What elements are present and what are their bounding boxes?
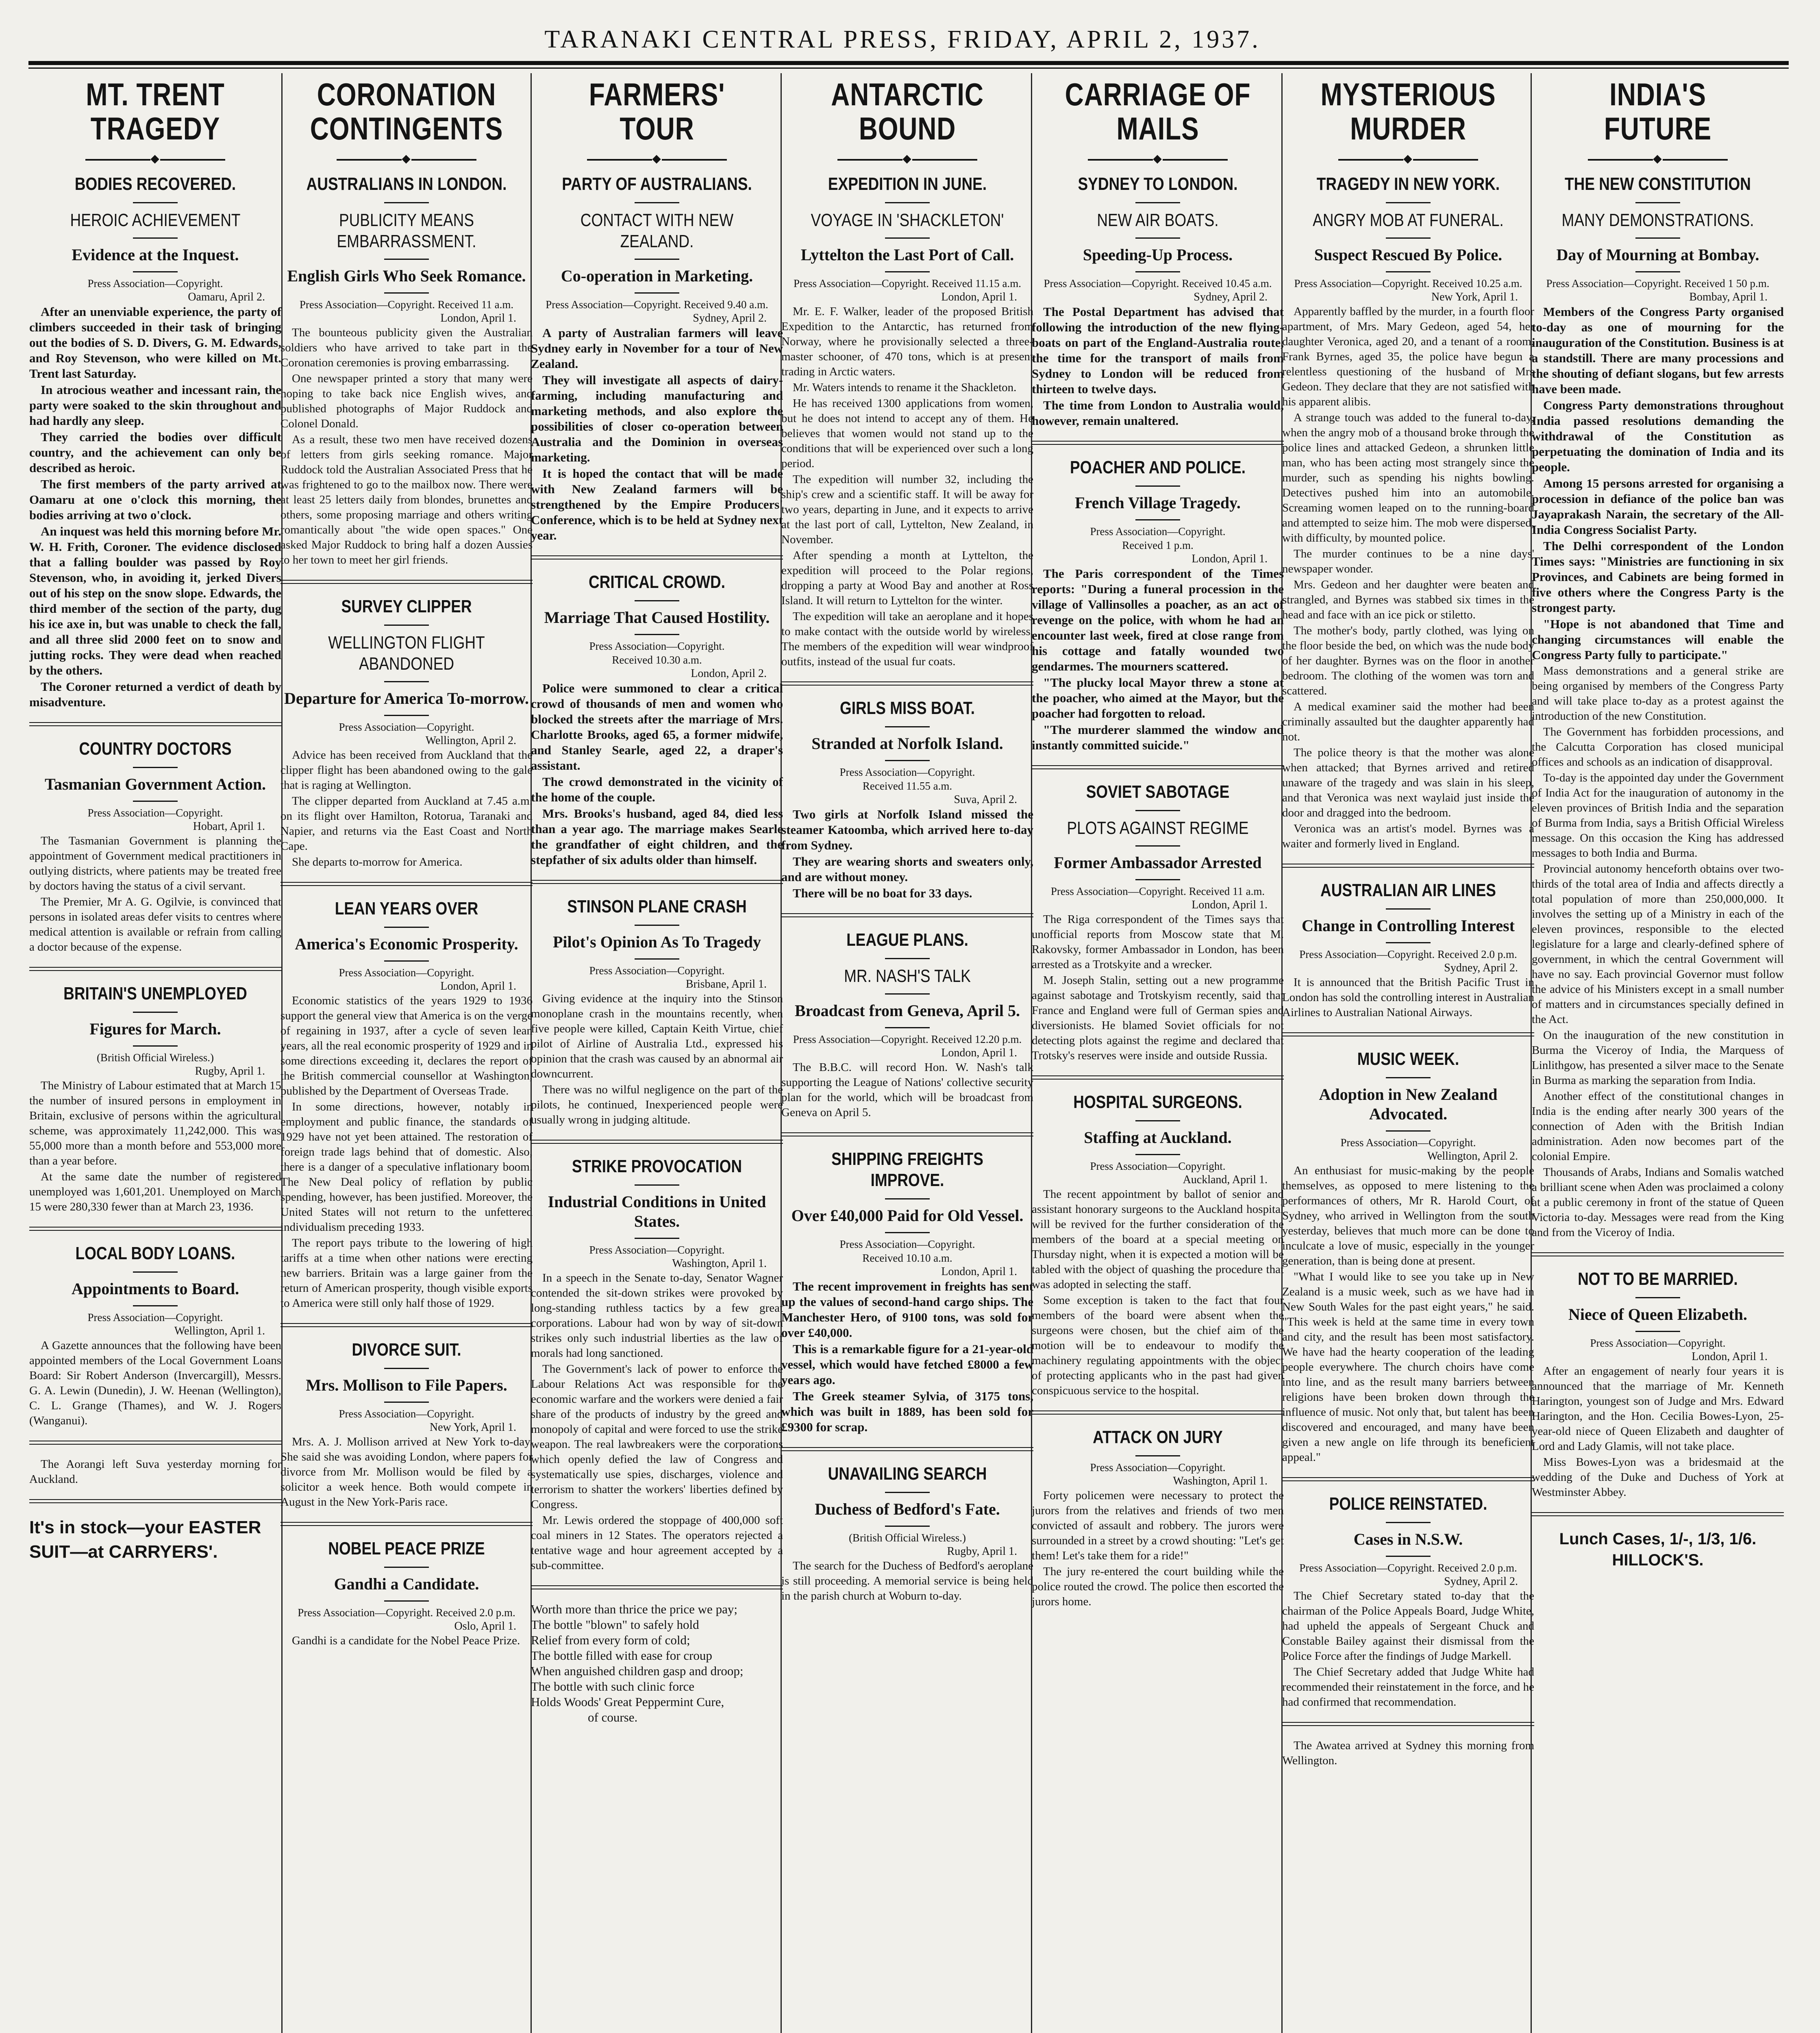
article-body: An enthusiast for music-making by the people themselves, as opposed to mere listening to the performances of others, Mr R. Harold Court, of Sydney, who arrived in Wellington from the south yesterday, believes that much more can be done to inculcate a love of music, especially in the younger generation, than is being done at present. "What I would like to see you take up in New Zealand is a music week, such as we have had in New South Wales for the past eight years," he said. "This week is held at the same time in every town and city, and the result has been most satisfactory. We have had the hearty cooperation of the leading people everywhere. The church choirs have come into line, and as the result many barriers between religions have been broken down through the influence of music. Not only that, but talent has been discovered and encouraged, and many have been given a new angle on life through its beneficient appeal." bbox=[1282, 1164, 1534, 1464]
subhead: Former Ambassador Arrested bbox=[1054, 853, 1262, 872]
headline-shipping-freights: SHIPPING FREIGHTS IMPROVE. bbox=[831, 1149, 983, 1190]
subhead: WELLINGTON FLIGHT ABANDONED bbox=[328, 633, 485, 674]
credit-line: Press Association—Copyright. bbox=[589, 964, 725, 977]
subhead: PLOTS AGAINST REGIME bbox=[1067, 818, 1249, 838]
subhead: Duchess of Bedford's Fate. bbox=[815, 1500, 1000, 1518]
headline-mysterious-murder: MYSTERIOUS MURDER bbox=[1320, 76, 1496, 146]
headline-australian-air-lines: AUSTRALIAN AIR LINES bbox=[1320, 880, 1496, 900]
dateline: London, April 1. bbox=[941, 1047, 1017, 1059]
credit-line: Press Association—Copyright. Received 2.0 p.m. bbox=[1299, 948, 1517, 960]
subhead: Departure for America To-morrow. bbox=[284, 689, 529, 707]
column-farmers-tour: FARMERS' TOUR ◆ PARTY OF AUSTRALIANS. CONTACT WITH NEW ZEALAND. Co-operation in Marketing. Press Association—Copyright. Received 9.40 a.m. Sydney, April 2. A party of Australian farmers will leave Sydney early in November for a tour of New Zealand. They will investigate all aspects of dairy-farming, including manufacturing and marketing methods, and also explore the possibilities of closer co-operation between Australia and the Dominion in overseas marketing. It is hoped the contact that will be made with New Zealand farmers will be strengthened by the Empire Producers' Conference, which is to be held at Sydney next year. CRITICAL CROWD. Marriage That Caused Hostility. Press Association—Copyright. Received 10.30 a.m. London, April 2. Police were summoned to clear a critical crowd of thousands of men and women who blocked the streets after the marriage of Mrs. Charlotte Brooks, aged 65, a former midwife, and Stanley Searle, aged 22, a draper's assistant. The crowd demonstrated in the vicinity of the home of the couple. Mrs. Brooks's husband, aged 84, died less than a year ago. The marriage makes Searle the grandfather of eight children, and the stepfather of six adults older than himself. STINSON PLANE CRASH Pilot's Opinion As To Tragedy Press Association—Copyright. Brisbane, April 1. Giving evidence at the inquiry into the Stinson monoplane crash in the mountains recently, when five people were killed, Captain Keith Virtue, chief pilot of Airline of Australia Ltd., expressed his opinion that the crash was caused by an abnormal air downcurrent. There was no wilful negligence on the part of the pilots, he continued, Inexperienced people were usually wrong in judging altitude. STRIKE PROVOCATION Industrial Conditions in United States. Press Association—Copyright. Washington, April 1. In a speech in the Senate to-day, Senator Wagner contended the sit-down strikes were provoked by long-standing ruthless tactics by a few great corporations. Labour had won by way of sit-down strikes only such industrial liberties as the law of morals had long sanctioned. The Government's lack of power to enforce the Labour Relations Act was responsible for the economic warfare and the workers were denied a fair share of the products of industry by the greed and monopoly of capital and were forced to use the strike weapon. The real lawbreakers were the corporations which openly defied the law of Congress and systematically use spies, discharges, violence and terrorism to shatter the workers' liberties defined by Congress. Mr. Lewis ordered the stoppage of 400,000 soft coal miners in 12 States. The operators rejected a tentative wage and hour agreement accepted by a sub-committee. Worth more than thrice the price we pay; The bottle "blown" to safely hold Relief from every form of cold; The bottle filled with ease for croup When anguished children gasp and droop; The bottle with such clinic force Holds Woods' Great Peppermint Cure, of course. bbox=[531, 76, 783, 1724]
column-mt-trent bbox=[29, 73, 281, 2033]
credit-line: Press Association—Copyright. bbox=[339, 721, 474, 733]
credit-line: Press Association—Copyright. Received 11 a.m. bbox=[299, 298, 514, 311]
dateline: Wellington, April 2. bbox=[1427, 1150, 1518, 1162]
article-body: The Chief Secretary stated to-day that the chairman of the Police Appeals Board, Judge White, had upheld the appeals of Sergeant Chuck and Constable Bailey against their dismissal from the Police Force after the findings of Judge Markell. The Chief Secretary added that Judge White had recommended their reinstatement in the force, and he had confirmed that recommendation. bbox=[1282, 1589, 1534, 1709]
credit-line: Received 10.30 a.m. bbox=[612, 654, 702, 666]
subhead: Broadcast from Geneva, April 5. bbox=[794, 1001, 1020, 1020]
article-body: The search for the Duchess of Bedford's aeroplane is still proceeding. A memorial service is being held in the parish church at Woburn to-day. bbox=[781, 1559, 1033, 1602]
subhead: Stranded at Norfolk Island. bbox=[811, 734, 1003, 753]
subhead: Mrs. Mollison to File Papers. bbox=[306, 1376, 507, 1394]
credit-line: Press Association—Copyright. bbox=[1590, 1337, 1726, 1349]
article-body: A Gazette announces that the following have been appointed members of the Local Government Loans Board: Sir Robert Anderson (Invercargill), Messrs. G. A. Lewin (Dunedin), J. W. Heenan (Wellington), C. L. Grange (Thames), and W. J. Rogers (Wanganui). bbox=[29, 1339, 281, 1427]
credit-line: Press Association—Copyright. bbox=[839, 766, 975, 778]
headline-unemployed: BRITAIN'S UNEMPLOYED bbox=[63, 984, 247, 1003]
headline-local-loans: LOCAL BODY LOANS. bbox=[75, 1243, 235, 1263]
article-body: The bounteous publicity given the Australian soldiers who have arrived to take part in the Coronation ceremonies is proving embarrassing. One newspaper printed a story that many were hoping to take back nice English wives, and published photographs of Major Ruddock and Colonel Donald. As a result, these two men have received dozens of letters from girls seeking romance. Major Ruddock told the Australian Associated Press that he was frightened to go to the mailbox now. There were at least 25 letters daily from blondes, brunettes and others, some proposing marriage and others writing romantically about "the wide open spaces." One asked Major Ruddock to bring half a dozen Aussies to her town to meet her girl friends. bbox=[281, 326, 533, 566]
subhead: TRAGEDY IN NEW YORK. bbox=[1316, 174, 1500, 194]
article-body: The recent improvement in freights has sent up the values of second-hand cargo ships. The Manchester Hero, of 9100 tons, was sold for over £40,000. This is a remarkable figure for a 21-year-old vessel, which would have fetched £8000 a few years ago. The Greek steamer Sylvia, of 3175 tons, which was built in 1889, has been sold for £9300 for scrap. bbox=[781, 1279, 1033, 1434]
credit-line: Press Association—Copyright. bbox=[589, 640, 725, 652]
credit-line: Press Association—Copyright. bbox=[1340, 1136, 1476, 1149]
dateline: London, April 1. bbox=[941, 1265, 1017, 1278]
credit-line: Press Association—Copyright. bbox=[339, 1408, 474, 1420]
credit-line: (British Official Wireless.) bbox=[848, 1532, 966, 1544]
dateline: Sydney, April 2. bbox=[1194, 291, 1268, 303]
dateline: London, April 1. bbox=[1192, 899, 1268, 911]
article-body: Mrs. A. J. Mollison arrived at New York to-day. She said she was avoiding London, where papers for divorce from Mr. Mollison would be filed by a solicitor a week hence. Both would compete in August in the New York-Paris race. bbox=[281, 1435, 533, 1508]
subhead: Industrial Conditions in United States. bbox=[548, 1193, 766, 1230]
subhead: Speeding-Up Process. bbox=[1083, 246, 1233, 264]
masthead-rule bbox=[28, 61, 1789, 65]
headline-unavailing-search: UNAVAILING SEARCH bbox=[828, 1464, 987, 1484]
dateline: Oamaru, April 2. bbox=[188, 291, 265, 303]
article-body: After an unenviable experience, the party of climbers succeeded in their task of bringing out the bodies of S. D. Divers, G. M. Edwards, and Roy Stevenson, who were killed on Mt. Trent last Saturday. In atrocious weather and incessant rain, the party were soaked to the skin throughout and had hardly any sleep. They carried the bodies over difficult country, and the achievement can only be described as heroic. The first members of the party arrived at Oamaru at one o'clock this morning, the bodies arriving at two o'clock. An inquest was held this morning before Mr. W. H. Frith, Coroner. The evidence disclosed that a falling boulder was passed by Roy Stevenson, who, in avoiding it, jerked Divers out of his step on the snow slope. Edwards, the third member of the section of the party, dug his ice axe in, but was unable to check the fall, and all three slid 2000 feet on to snow and jutting rocks. They were dead when reached by the others. The Coroner returned a verdict of death by misadventure. bbox=[29, 305, 281, 709]
headline-girls-miss-boat: GIRLS MISS BOAT. bbox=[840, 698, 975, 718]
credit-line: Received 11.55 a.m. bbox=[862, 780, 952, 792]
subhead: Over £40,000 Paid for Old Vessel. bbox=[791, 1206, 1024, 1225]
subhead: THE NEW CONSTITUTION bbox=[1565, 174, 1751, 194]
subhead: MR. NASH'S TALK bbox=[844, 966, 971, 986]
subhead: Gandhi a Candidate. bbox=[334, 1575, 479, 1593]
article-body: The Awatea arrived at Sydney this morning from Wellington. bbox=[1282, 1739, 1534, 1767]
subhead: VOYAGE IN 'SHACKLETON' bbox=[811, 210, 1004, 230]
article-body: Gandhi is a candidate for the Nobel Peace Prize. bbox=[292, 1634, 520, 1647]
headline-critical-crowd: CRITICAL CROWD. bbox=[588, 572, 726, 592]
article-body: The recent appointment by ballot of senior and assistant honorary surgeons to the Auckland hospital will be revived for the further consideration of the members of the board at a special meeting on Thursday night, when it is expected a motion will be tabled with the object of quashing the procedure that was adopted in selecting the staff. Some exception is taken to the fact that four members of the board were absent when the surgeons were chosen, but the chief aim of the motion will be to endeavour to modify the machinery regulating appointments with the object of protecting applicants who in the past had given conspicuous service to the hospital. bbox=[1032, 1188, 1284, 1397]
subhead: America's Economic Prosperity. bbox=[295, 935, 518, 953]
credit-line: Press Association—Copyright. bbox=[1090, 525, 1226, 538]
headline-league-plans: LEAGUE PLANS. bbox=[846, 930, 968, 950]
dateline: Bombay, April 1. bbox=[1689, 291, 1768, 303]
column-carriage-of-mails: CARRIAGE OF MAILS ◆ SYDNEY TO LONDON. NEW AIR BOATS. Speeding-Up Process. Press Association—Copyright. Received 10.45 a.m. Sydney, April 2. The Postal Department has advised that following the introduction of the new flying-boats on part of the England-Australia route, the time for the transport of mails from Sydney to London will be reduced from thirteen to twelve days. The time from London to Australia would, however, remain unaltered. POACHER AND POLICE. French Village Tragedy. Press Association—Copyright. Received 1 p.m. London, April 1. The Paris correspondent of the Times reports: "During a funeral procession in the village of Vallinsolles a poacher, as an act of revenge on the police, with whom he had an encounter last week, fired at close range from his cottage and fatally wounded two gendarmes. The mourners scattered. "The plucky local Mayor threw a stone at the poacher, who aimed at the Mayor, but the poacher had forgotten to reload. "The murderer slammed the window and instantly committed suicide." SOVIET SABOTAGE PLOTS AGAINST REGIME Former Ambassador Arrested Press Association—Copyright. Received 11 a.m. London, April 1. The Riga correspondent of the Times says that unofficial reports from Moscow state that M. Rakovsky, former Ambassador in London, has been arrested as a Trotskyite and a wrecker. M. Joseph Stalin, setting out a new programme against sabotage and Trotskyism recently, said that France and England were full of German spies and diversionists. He blamed Soviet officials for not detecting plots against the regime and declared that Trotsky's reserves were inside and outside Russia. HOSPITAL SURGEONS. Staffing at Auckland. Press Association—Copyright. Auckland, April 1. The recent appointment by ballot of senior and assistant honorary surgeons to the Auckland hospital will be revived for the further consideration of the members of the board at a special meeting on Thursday night, when it is expected a motion will be tabled with the object of quashing the procedure that was adopted in selecting the staff. Some exception is taken to the fact that four members of the board were absent when the surgeons were chosen, but the chief aim of the motion will be to endeavour to modify the machinery regulating appointments with the object of protecting applicants who in the past had given conspicuous service to the hospital. ATTACK ON JURY Press Association—Copyright. Washington, April 1. Forty policemen were necessary to protect the jurors from the relatives and friends of two men convicted of assault and robbery. The jurors were surrounded in a street by a crowd shouting: "Let's get them! Let's take them for a ride!" The jury re-entered the court building while the police routed the crowd. The police then escorted the jurors home. bbox=[1032, 73, 1284, 2033]
masthead-rule-thin bbox=[28, 67, 1789, 69]
subhead: English Girls Who Seek Romance. bbox=[287, 267, 526, 285]
article-body: Two girls at Norfolk Island missed the steamer Katoomba, which arrived here to-day from Sydney. They are wearing shorts and sweaters only, and are without money. There will be no boat for 33 days. bbox=[781, 807, 1033, 900]
subhead: Suspect Rescued By Police. bbox=[1314, 246, 1503, 264]
credit-line: Press Association—Copyright. Received 10.25 a.m. bbox=[1294, 277, 1522, 289]
subhead: Appointments to Board. bbox=[71, 1280, 239, 1298]
credit-line: Press Association—Copyright. Received 2.0 p.m. bbox=[1299, 1562, 1517, 1574]
dateline: Sydney, April 2. bbox=[1444, 1575, 1518, 1588]
article-body: Mass demonstrations and a general strike are being organised by members of the Congress Party and will take place to-day as a protest against the introduction of the new Constitution. The Government has forbidden processions, and the Calcutta Corporation has closed municipal offices and schools as an indication of disapproval. To-day is the appointed day under the Government of India Act for the inauguration of autonomy in the eleven provinces of British India and the separation of Burma from India, says a British Official Wireless message. On this occasion the King has addressed messages to both India and Burma. Provincial autonomy henceforth obtains over two-thirds of the total area of India and affects directly a total population of more than 250,000,000. It involves the setting up of a Ministry in each of the eleven provinces, responsible to the elected legislature for a large and clearly-defined sphere of government, in which the central Government will have no say. Each provincial Governor must follow the advice of his Ministers except in a small number of matters and in circumstances specially defined in the Act. On the inauguration of the new constitution in Burma the Viceroy of India, the Marquess of Linlithgow, has presented a silver mace to the Senate in Burma as marking the separation from India. Another effect of the constitutional changes in India is the ending after nearly 300 years of the connection of Aden with the British Indian administration. Aden now becomes part of the colonial Empire. Thousands of Arabs, Indians and Somalis watched a brilliant scene when Aden was proclaimed a colony at a public ceremony in front of the statue of Queen Victoria to-day. Messages were read from the King and from the Viceroy of India. bbox=[1532, 664, 1784, 1239]
article-body: The Postal Department has advised that following the introduction of the new flying-boats on part of the England-Australia route, the time for the transport of mails from Sydney to London will be reduced from thirteen to twelve days. The time from London to Australia would, however, remain unaltered. bbox=[1032, 305, 1284, 428]
column-antarctic: ANTARCTIC BOUND ◆ EXPEDITION IN JUNE. VOYAGE IN 'SHACKLETON' Lyttelton the Last Port of Call. Press Association—Copyright. Received 11.15 a.m. London, April 1. Mr. E. F. Walker, leader of the proposed British Expedition to the Antarctic, has returned from Norway, where he provisionally selected a three-master schooner, of 470 tons, which is at present trading in Arctic waters. Mr. Waters intends to rename it the Shackleton. He has received 1300 applications from women, but he does not intend to accept any of them. He believes that women would not stand up to the conditions that will be experienced over such a long period. The expedition will number 32, including the ship's crew and a scientific staff. It will be away for two years, departing in June, and it expects to arrive at the last port of call, Lyttelton, New Zealand, in November. After spending a month at Lyttelton, the expedition will proceed to the Polar regions, dropping a party at Wood Bay and another at Ross Island. It will return to Lyttelton for the winter. The expedition will take an aeroplane and it hopes to make contact with the outside world by wireless. The members of the expedition will wear windproof outfits, instead of the usual fur coats. GIRLS MISS BOAT. Stranded at Norfolk Island. Press Association—Copyright. Received 11.55 a.m. Suva, April 2. Two girls at Norfolk Island missed the steamer Katoomba, which arrived here to-day from Sydney. They are wearing shorts and sweaters only, and are without money. There will be no boat for 33 days. LEAGUE PLANS. MR. NASH'S TALK Broadcast from Geneva, April 5. Press Association—Copyright. Received 12.20 p.m. London, April 1. The B.B.C. will record Hon. W. Nash's talk supporting the League of Nations' collective security plan for the world, which will be broadcast from Geneva on April 5. SHIPPING FREIGHTS IMPROVE. Over £40,000 Paid for Old Vessel. Press Association—Copyright. Received 10.10 a.m. London, April 1. The recent improvement in freights has sent up the values of second-hand cargo ships. The Manchester Hero, of 9100 tons, was sold for over £40,000. This is a remarkable figure for a 21-year-old vessel, which would have fetched £8000 a few years ago. The Greek steamer Sylvia, of 3175 tons, which was built in 1889, has been sold for £9300 for scrap. UNAVAILING SEARCH Duchess of Bedford's Fate. (British Official Wireless.) Rugby, April 1. The search for the Duchess of Bedford's aeroplane is still proceeding. A memorial service is being held in the parish church at Woburn to-day. bbox=[781, 73, 1033, 2033]
dateline: New York, April 1. bbox=[1431, 291, 1518, 303]
credit-line: Press Association—Copyright. bbox=[1090, 1160, 1226, 1172]
subhead: HEROIC ACHIEVEMENT bbox=[70, 210, 241, 230]
credit-line: Press Association—Copyright. bbox=[87, 1311, 223, 1323]
credit-line: Press Association—Copyright. bbox=[87, 807, 223, 819]
headline-music-week: MUSIC WEEK. bbox=[1357, 1049, 1459, 1069]
advert-hillocks: Lunch Cases, 1/-, 1/3, 1/6. HILLOCK'S. bbox=[1559, 1530, 1757, 1569]
dateline: London, April 2. bbox=[691, 667, 767, 680]
credit-line: Press Association—Copyright. Received 12.20 p.m. bbox=[793, 1033, 1022, 1045]
dateline: Rugby, April 1. bbox=[195, 1065, 265, 1077]
dateline: Sydney, April 2. bbox=[693, 312, 767, 324]
credit-line: Received 10.10 a.m. bbox=[862, 1252, 952, 1264]
credit-line: Press Association—Copyright. bbox=[339, 966, 474, 979]
dateline: Wellington, April 2. bbox=[425, 734, 516, 747]
dateline: Hobart, April 1. bbox=[193, 820, 265, 833]
headline-survey-clipper: SURVEY CLIPPER bbox=[341, 596, 472, 616]
masthead: TARANAKI CENTRAL PRESS, FRIDAY, APRIL 2, 1937. bbox=[544, 26, 1261, 53]
credit-line: Press Association—Copyright. Received 9.40 a.m. bbox=[546, 298, 768, 311]
column-mysterious-murder: MYSTERIOUS MURDER ◆ TRAGEDY IN NEW YORK. ANGRY MOB AT FUNERAL. Suspect Rescued By Police. Press Association—Copyright. Received 10.25 a.m. New York, April 1. Apparently baffled by the murder, in a fourth floor apartment, of Mrs. Mary Gedeon, aged 54, her daughter Veronica, aged 20, and a tenant of a room, Frank Byrnes, aged 35, the police have begun a relentless questioning of the husband of Mrs Gedeon. They declare that they are not satisfied with his apparent alibis. A strange touch was added to the funeral to-day, when the angry mob of a thousand broke through the police lines and attacked Gedeon, a shrunken little man, who has been acting most strangely since the murder, such as spending his nights bowling. Detectives pushed him into an automobile. Screaming women leaped on to the running-board and attempted to seize him. The mob were dispersed, with difficulty, by mounted police. The murder continues to be a nine days' newspaper wonder. Mrs. Gedeon and her daughter were beaten and strangled, and Byrnes was stabbed six times in the head and face with an ice pick or stiletto. The mother's body, partly clothed, was lying on the floor beside the bed, on which was the nude body of her daughter. Byrnes was on the floor in another bedroom. The clothing of the women was torn and scattered. A medical examiner said the mother had been criminally assaulted but the daughter apparently had not. The police theory is that the mother was alone when attacked; that Byrnes arrived and retired unaware of the tragedy and was slain in his sleep, and that Veronica was next waylaid just inside the door and dragged into the bedroom. Veronica was an artist's model. Byrnes was a waiter and formerly lived in England. AUSTRALIAN AIR LINES Change in Controlling Interest Press Association—Copyright. Received 2.0 p.m. Sydney, April 2. It is announced that the British Pacific Trust in London has sold the controlling interest in Australian Airlines to Australian National Airways. MUSIC WEEK. Adoption in New Zealand Advocated. Press Association—Copyright. Wellington, April 2. An enthusiast for music-making by the people themselves, as opposed to mere listening to the performances of others, Mr R. Harold Court, of Sydney, who arrived in Wellington from the south yesterday, believes that much more can be done to inculcate a love of music, especially in the younger generation, than is being done at present. "What I would like to see you take up in New Zealand is a music week, such as we have had in New South Wales for the past eight years," he said. "This week is held at the same time in every town and city, and the result has been most satisfactory. We have had the hearty cooperation of the leading people everywhere. The church choirs have come into line, and as the result many barriers between religions have been broken down through the influence of music. Not only that, but talent has been discovered and encouraged, and many have been given a new angle on life through its beneficient appeal." POLICE REINSTATED. Cases in N.S.W. Press Association—Copyright. Received 2.0 p.m. Sydney, April 2. The Chief Secretary stated to-day that the chairman of the Police Appeals Board, Judge White, had upheld the appeals of Sergeant Chuck and Constable Bailey against their dismissal from the Police Force after the findings of Judge Markell. The Chief Secretary added that Judge White had recommended their reinstatement in the force, and he had confirmed that recommendation. The Awatea arrived at Sydney this morning from Wellington. bbox=[1282, 73, 1534, 2033]
article-body: Giving evidence at the inquiry into the Stinson monoplane crash in the mountains recently, when five people were killed, Captain Keith Virtue, chief pilot of Airline of Australia Ltd., expressed his opinion that the crash was caused by an abnormal air downcurrent. There was no wilful negligence on the part of the pilots, he continued, Inexperienced people were usually wrong in judging altitude. bbox=[531, 992, 783, 1126]
credit-line: Press Association—Copyright. bbox=[589, 1244, 725, 1256]
dateline: Wellington, April 1. bbox=[174, 1325, 265, 1337]
subhead: BODIES RECOVERED. bbox=[74, 174, 236, 194]
dateline: Suva, April 2. bbox=[954, 793, 1017, 806]
headline-poacher: POACHER AND POLICE. bbox=[1070, 457, 1246, 477]
subhead: Co-operation in Marketing. bbox=[561, 267, 753, 285]
subhead: Lyttelton the Last Port of Call. bbox=[800, 246, 1014, 264]
headline-carriage-of-mails: CARRIAGE OF MAILS bbox=[1065, 76, 1251, 146]
subhead: French Village Tragedy. bbox=[1075, 494, 1241, 512]
headline-hospital-surgeons: HOSPITAL SURGEONS. bbox=[1073, 1092, 1242, 1112]
dateline: Rugby, April 1. bbox=[947, 1545, 1017, 1558]
headline-country-doctors: COUNTRY DOCTORS bbox=[79, 739, 232, 759]
subhead: Pilot's Opinion As To Tragedy bbox=[552, 933, 761, 951]
subhead: Change in Controlling Interest bbox=[1301, 916, 1515, 935]
headline-attack-on-jury: ATTACK ON JURY bbox=[1093, 1427, 1223, 1447]
dateline: New York, April 1. bbox=[429, 1421, 516, 1434]
dateline: Oslo, April 1. bbox=[454, 1620, 516, 1632]
credit-line: (British Official Wireless.) bbox=[96, 1051, 214, 1064]
subhead: Marriage That Caused Hostility. bbox=[544, 608, 770, 627]
headline-strike-provocation: STRIKE PROVOCATION bbox=[572, 1156, 742, 1176]
article-body: The Riga correspondent of the Times says that unofficial reports from Moscow state that M. Rakovsky, former Ambassador in London, has been arrested as a Trotskyite and a wrecker. M. Joseph Stalin, setting out a new programme against sabotage and Trotskyism recently, said that France and England were full of German spies and diversionists. He blamed Soviet officials for not detecting plots against the regime and declared that Trotsky's reserves were inside and outside Russia. bbox=[1032, 913, 1284, 1062]
headline-coronation: CORONATION CONTINGENTS bbox=[310, 76, 503, 146]
dateline: Auckland, April 1. bbox=[1183, 1173, 1268, 1186]
column-coronation: CORONATION CONTINGENTS ◆ AUSTRALIANS IN LONDON. PUBLICITY MEANS EMBARRASSMENT. English Girls Who Seek Romance. Press Association—Copyright. Received 11 a.m. London, April 1. The bounteous publicity given the Australian soldiers who have arrived to take part in the Coronation ceremonies is proving embarrassing. One newspaper printed a story that many were hoping to take back nice English wives, and published photographs of Major Ruddock and Colonel Donald. As a result, these two men have received dozens of letters from girls seeking romance. Major Ruddock told the Australian Associated Press that he was frightened to go to the mailbox now. There were at least 25 letters daily from blondes, brunettes and others, some proposing marriage and others writing romantically about "the wide open spaces." One asked Major Ruddock to bring half a dozen Aussies to her town to meet her girl friends. SURVEY CLIPPER WELLINGTON FLIGHT ABANDONED Departure for America To-morrow. Press Association—Copyright. Wellington, April 2. Advice has been received from Auckland that the clipper flight has been abandoned owing to the gale that is raging at Wellington. The clipper departed from Auckland at 7.45 a.m. on its flight over Hamilton, Rotorua, Taranaki and Napier, and returns via the East Coast and North Cape. She departs to-morrow for America. LEAN YEARS OVER America's Economic Prosperity. Press Association—Copyright. London, April 1. Economic statistics of the years 1929 to 1936 support the general view that America is on the verge of regaining in 1937, after a cycle of seven lean years, all the real economic prosperity of 1929 and in some directions exceeding it, declares the report of the British commercial counsellor at Washington, published by the Department of Overseas Trade. In some directions, however, notably in employment and public finance, the standards of 1929 have not yet been attained. The restoration of foreign trade lags behind that of domestic. Also, there is a danger of a speculative inflationary boom. The New Deal policy of reflation by public spending, however, has been justified. Moreover, the United States will not return to the unfettered individualism preceding 1933. The report pays tribute to the lowering of high tariffs at a time when other nations were erecting new barriers. Britain was a large gainer from the return of American prosperity, though visible exports to America were still only half those of 1929. DIVORCE SUIT. Mrs. Mollison to File Papers. Press Association—Copyright. New York, April 1. Mrs. A. J. Mollison arrived at New York to-day. She said she was avoiding London, where papers for divorce from Mr. Mollison would be filed by a solicitor a week hence. Both would compete in August in the New York-Paris race. NOBEL PEACE PRIZE Gandhi a Candidate. Press Association—Copyright. Received 2.0 p.m. Oslo, April 1. Gandhi is a candidate for the Nobel Peace Prize. bbox=[281, 73, 533, 2033]
subhead: Adoption in New Zealand Advocated. bbox=[1319, 1085, 1498, 1123]
credit-line: Press Association—Copyright. Received 11 a.m. bbox=[1050, 885, 1265, 897]
subhead: CONTACT WITH NEW ZEALAND. bbox=[580, 210, 734, 251]
dateline: Sydney, April 2. bbox=[1444, 962, 1518, 974]
article-body: The Aorangi left Suva yesterday morning for Auckland. bbox=[29, 1458, 281, 1486]
article-body: The B.B.C. will record Hon. W. Nash's talk supporting the League of Nations' collective security plan for the world, which will be broadcast from Geneva on April 5. bbox=[781, 1061, 1033, 1119]
article-body: Members of the Congress Party organised to-day as one of mourning for the inauguration of the Constitution. Business is at a standstill. There are many processions and the shouting of defiant slogans, but few arrests have been made. Congress Party demonstrations throughout India passed resolutions demanding the withdrawal of the Constitution as perpetuating the domination of India and its people. Among 15 persons arrested for organising a procession in defiance of the police ban was Jayaprakash Narain, the secretary of the All-India Congress Socialist Party. The Delhi correspondent of the London Times says: "Ministries are functioning in six Provinces, and Cabinets are being formed in five others where the Congress Party is the strongest party. "Hope is not abandoned that Time and changing circumstances will enable the Congress Party fully to participate." bbox=[1532, 305, 1784, 662]
article-body: The Tasmanian Government is planning the appointment of Government medical practitioners in outlying districts, where patients may be treated free by doctors having the status of a civil servant. The Premier, Mr A. G. Ogilvie, is convinced that persons in isolated areas defer visits to centres where medical attention is available or refrain from calling a doctor because of the expense. bbox=[29, 834, 281, 953]
article-body: Police were summoned to clear a critical crowd of thousands of men and women who blocked the streets after the marriage of Mrs. Charlotte Brooks, aged 65, a former midwife, and Stanley Searle, aged 22, a draper's assistant. The crowd demonstrated in the vicinity of the home of the couple. Mrs. Brooks's husband, aged 84, died less than a year ago. The marriage makes Searle the grandfather of eight children, and the stepfather of six adults older than himself. bbox=[531, 681, 783, 867]
headline-mt-trent: MT. TRENT TRAGEDY bbox=[86, 76, 225, 146]
headline-divorce-suit: DIVORCE SUIT. bbox=[352, 1340, 461, 1360]
advert-woods-verse: Worth more than thrice the price we pay; The bottle "blown" to safely hold Relief from every form of cold; The bottle filled with ease for croup When anguished children gasp and droop; The bottle with such clinic force Holds Woods' Great Peppermint Cure, of course. bbox=[531, 1602, 744, 1724]
dateline: London, April 1. bbox=[440, 980, 516, 993]
subhead: SYDNEY TO LONDON. bbox=[1078, 174, 1238, 194]
credit-line: Received 1 p.m. bbox=[1122, 539, 1194, 551]
article-body: In a speech in the Senate to-day, Senator Wagner contended the sit-down strikes were provoked by long-standing ruthless tactics by a few great corporations. Labour had won by way of sit-down strikes only such industrial liberties as the law of morals had long sanctioned. The Government's lack of power to enforce the Labour Relations Act was responsible for the economic warfare and the workers were denied a fair share of the products of industry by the greed and monopoly of capital and were forced to use the strike weapon. The real lawbreakers were the corporations which openly defied the law of Congress and systematically use spies, discharges, violence and terrorism to shatter the workers' liberties defined by Congress. Mr. Lewis ordered the stoppage of 400,000 soft coal miners in 12 States. The operators rejected a tentative wage and hour agreement accepted by a sub-committee. bbox=[531, 1271, 783, 1572]
subhead: PUBLICITY MEANS EMBARRASSMENT. bbox=[337, 210, 476, 251]
ornament-rule: ◆ bbox=[29, 151, 281, 166]
article-body: Economic statistics of the years 1929 to 1936 support the general view that America is on the verge of regaining in 1937, after a cycle of seven lean years, all the real economic prosperity of 1929 and in some directions exceeding it, declares the report of the British commercial counsellor at Washington, published by the Department of Overseas Trade. In some directions, however, notably in employment and public finance, the standards of 1929 have not yet been attained. The restoration of foreign trade lags behind that of domestic. Also, there is a danger of a speculative inflationary boom. The New Deal policy of reflation by public spending, however, has been justified. Moreover, the United States will not return to the unfettered individualism preceding 1933. The report pays tribute to the lowering of high tariffs at a time when other nations were erecting new barriers. Britain was a large gainer from the return of American prosperity, though visible exports to America were still only half those of 1929. bbox=[281, 994, 533, 1310]
subhead: NEW AIR BOATS. bbox=[1097, 210, 1219, 230]
article-body: A party of Australian farmers will leave Sydney early in November for a tour of New Zealand. They will investigate all aspects of dairy-farming, including manufacturing and marketing methods, and also explore the possibilities of closer co-operation between Australia and the Dominion in overseas marketing. It is hoped the contact that will be made with New Zealand farmers will be strengthened by the Empire Producers' Conference, which is to be held at Sydney next year. bbox=[531, 326, 783, 542]
subhead: PARTY OF AUSTRALIANS. bbox=[562, 174, 752, 194]
credit-line: Press Association—Copyright. Received 1 50 p.m. bbox=[1546, 277, 1770, 289]
subhead: MANY DEMONSTRATIONS. bbox=[1561, 210, 1754, 230]
subhead: ANGRY MOB AT FUNERAL. bbox=[1313, 210, 1504, 230]
headline-farmers-tour: FARMERS' TOUR bbox=[589, 76, 725, 146]
article-body: After an engagement of nearly four years it is announced that the marriage of Mr. Kenneth Harington, youngest son of Judge and Mrs. Edward Harington, and the Hon. Cecilia Bowes-Lyon, 25-year-old niece of Queen Elizabeth and daughter of Lord and Lady Glamis, will not take place. Miss Bowes-Lyon was a bridesmaid at the wedding of the Duke and Duchess of York at Westminster Abbey. bbox=[1532, 1365, 1784, 1499]
dateline: Washington, April 1. bbox=[672, 1257, 767, 1270]
headline-soviet-sabotage: SOVIET SABOTAGE bbox=[1086, 782, 1230, 802]
headline-police-reinstated: POLICE REINSTATED. bbox=[1329, 1494, 1487, 1514]
column-indias-future: INDIA'S FUTURE ◆ THE NEW CONSTITUTION MANY DEMONSTRATIONS. Day of Mourning at Bombay. Press Association—Copyright. Received 1 50 p.m. Bombay, April 1. Members of the Congress Party organised to-day as one of mourning for the inauguration of the Constitution. Business is at a standstill. There are many processions and the shouting of defiant slogans, but few arrests have been made. Congress Party demonstrations throughout India passed resolutions demanding the withdrawal of the Constitution as perpetuating the domination of India and its people. Among 15 persons arrested for organising a procession in defiance of the police ban was Jayaprakash Narain, the secretary of the All-India Congress Socialist Party. The Delhi correspondent of the London Times says: "Ministries are functioning in six Provinces, and Cabinets are being formed in five others where the Congress Party is the strongest party. "Hope is not abandoned that Time and changing circumstances will enable the Congress Party fully to participate." Mass demonstrations and a general strike are being organised by members of the Congress Party and will take place to-day as a protest against the introduction of the new Constitution. The Government has forbidden processions, and the Calcutta Corporation has closed municipal offices and schools as an indication of disapproval. To-day is the appointed day under the Government of India Act for the inauguration of autonomy in the eleven provinces of British India and the separation of Burma from India, says a British Official Wireless message. On this occasion the King has addressed messages to both India and Burma. Provincial autonomy henceforth obtains over two-thirds of the total area of India and affects directly a total population of more than 250,000,000. It involves the setting up of a Ministry in each of the eleven provinces, responsible to the elected legislature for a large and clearly-defined sphere of government, in which the central Government will have no say. Each provincial Governor must follow the advice of his Ministers except in a small number of matters and in circumstances specially defined in the Act. On the inauguration of the new constitution in Burma the Viceroy of India, the Marquess of Linlithgow, has presented a silver mace to the Senate in Burma as marking the separation from India. Another effect of the constitutional changes in India is the ending after nearly 300 years of the connection of Aden with the British Indian administration. Aden now becomes part of the colonial Empire. Thousands of Arabs, Indians and Somalis watched a brilliant scene when Aden was proclaimed a colony at a public ceremony in front of the statue of Queen Victoria to-day. Messages were read from the King and from the Viceroy of India. NOT TO BE MARRIED. Niece of Queen Elizabeth. Press Association—Copyright. London, April 1. After an engagement of nearly four years it is announced that the marriage of Mr. Kenneth Harington, youngest son of Judge and Mrs. Edward Harington, and the Hon. Cecilia Bowes-Lyon, 25-year-old niece of Queen Elizabeth and daughter of Lord and Lady Glamis, will not take place. Miss Bowes-Lyon was a bridesmaid at the wedding of the Duke and Duchess of York at Westminster Abbey. Lunch Cases, 1/-, 1/3, 1/6. HILLOCK'S. bbox=[1532, 73, 1784, 2033]
subhead: Day of Mourning at Bombay. bbox=[1556, 246, 1759, 264]
credit-line: Press Association—Copyright. bbox=[87, 277, 223, 289]
subhead: Tasmanian Government Action. bbox=[44, 775, 266, 793]
headline-not-to-be-married: NOT TO BE MARRIED. bbox=[1578, 1269, 1738, 1289]
subhead: Figures for March. bbox=[89, 1020, 221, 1038]
subhead: Evidence at the Inquest. bbox=[72, 246, 239, 264]
subhead: Cases in N.S.W. bbox=[1353, 1530, 1463, 1548]
article-body: It is announced that the British Pacific Trust in London has sold the controlling interest in Australian Airlines to Australian National Airways. bbox=[1282, 976, 1534, 1019]
credit-line: Press Association—Copyright. bbox=[1090, 1461, 1226, 1474]
headline-antarctic: ANTARCTIC BOUND bbox=[831, 76, 984, 146]
dateline: London, April 1. bbox=[440, 312, 516, 324]
subhead: Niece of Queen Elizabeth. bbox=[1568, 1305, 1747, 1323]
credit-line: Press Association—Copyright. Received 11.15 a.m. bbox=[794, 277, 1021, 289]
credit-line: Press Association—Copyright. bbox=[839, 1238, 975, 1250]
dateline: London, April 1. bbox=[1192, 553, 1268, 565]
article-body: The Ministry of Labour estimated that at March 15 the number of insured persons in employment in Britain, exclusive of persons within the agricultural scheme, was approximately 11,242,000. This was 55,000 more than a month before and 553,000 more than a year before. At the same date the number of registered unemployed was 1,601,201. Unemployed on March 15 were 280,330 fewer than at March 23, 1936. bbox=[29, 1079, 281, 1213]
advert-carryers: It's in stock—your EASTER SUIT—at CARRYERS'. bbox=[29, 1517, 261, 1562]
subhead: AUSTRALIANS IN LONDON. bbox=[306, 174, 507, 194]
subhead: Staffing at Auckland. bbox=[1084, 1128, 1232, 1147]
article-body: The Paris correspondent of the Times reports: "During a funeral procession in the village of Vallinsolles a poacher, as an act of revenge on the police, with whom he had an encounter last week, fired at close range from his cottage and fatally wounded two gendarmes. The mourners scattered. "The plucky local Mayor threw a stone at the poacher, who aimed at the Mayor, but the poacher had forgotten to reload. "The murderer slammed the window and instantly committed suicide." bbox=[1032, 566, 1284, 752]
headline-lean-years: LEAN YEARS OVER bbox=[335, 899, 478, 919]
dateline: London, April 1. bbox=[941, 291, 1017, 303]
headline-indias-future: INDIA'S FUTURE bbox=[1604, 76, 1712, 146]
article-body: Forty policemen were necessary to protect the jurors from the relatives and friends of two men convicted of assault and robbery. The jurors were surrounded in a street by a crowd shouting: "Let's get them! Let's take them for a ride!" The jury re-entered the court building while the police routed the crowd. The police then escorted the jurors home. bbox=[1032, 1489, 1284, 1608]
headline-nobel: NOBEL PEACE PRIZE bbox=[328, 1539, 485, 1558]
article-body: Advice has been received from Auckland that the clipper flight has been abandoned owing to the gale that is raging at Wellington. The clipper departed from Auckland at 7.45 a.m. on its flight over Hamilton, Rotorua, Taranaki and Napier, and returns via the East Coast and North Cape. She departs to-morrow for America. bbox=[281, 749, 533, 868]
credit-line: Press Association—Copyright. Received 10.45 a.m. bbox=[1044, 277, 1272, 289]
headline-stinson-crash: STINSON PLANE CRASH bbox=[567, 897, 747, 916]
dateline: London, April 1. bbox=[1692, 1350, 1768, 1363]
article-body: Mr. E. F. Walker, leader of the proposed British Expedition to the Antarctic, has returned from Norway, where he provisionally selected a three-master schooner, of 470 tons, which is at present trading in Arctic waters. Mr. Waters intends to rename it the Shackleton. He has received 1300 applications from women, but he does not intend to accept any of them. He believes that women would not stand up to the conditions that will be experienced over such a long period. The expedition will number 32, including the ship's crew and a scientific staff. It will be away for two years, departing in June, and it expects to arrive at the last port of call, Lyttelton, New Zealand, in November. After spending a month at Lyttelton, the expedition will proceed to the Polar regions, dropping a party at Wood Bay and another at Ross Island. It will return to Lyttelton for the winter. The expedition will take an aeroplane and it hopes to make contact with the outside world by wireless. The members of the expedition will wear windproof outfits, instead of the usual fur coats. bbox=[781, 305, 1033, 668]
credit-line: Press Association—Copyright. Received 2.0 p.m. bbox=[298, 1606, 515, 1619]
dateline: Brisbane, April 1. bbox=[685, 978, 767, 990]
article-body: Apparently baffled by the murder, in a fourth floor apartment, of Mrs. Mary Gedeon, aged 54, her daughter Veronica, aged 20, and a tenant of a room, Frank Byrnes, aged 35, the police have begun a relentless questioning of the husband of Mrs Gedeon. They declare that they are not satisfied with his apparent alibis. A strange touch was added to the funeral to-day, when the angry mob of a thousand broke through the police lines and attacked Gedeon, a shrunken little man, who has been acting most strangely since the murder, such as spending his nights bowling. Detectives pushed him into an automobile. Screaming women leaped on to the running-board and attempted to seize him. The mob were dispersed, with difficulty, by mounted police. The murder continues to be a nine days' newspaper wonder. Mrs. Gedeon and her daughter were beaten and strangled, and Byrnes was stabbed six times in the head and face with an ice pick or stiletto. The mother's body, partly clothed, was lying on the floor beside the bed, on which was the nude body of her daughter. Byrnes was on the floor in another bedroom. The clothing of the women was torn and scattered. A medical examiner said the mother had been criminally assaulted but the daughter apparently had not. The police theory is that the mother was alone when attacked; that Byrnes arrived and retired unaware of the tragedy and was slain in his sleep, and that Veronica was next waylaid just inside the door and dragged into the bedroom. Veronica was an artist's model. Byrnes was a waiter and formerly lived in England. bbox=[1282, 305, 1534, 850]
subhead: EXPEDITION IN JUNE. bbox=[828, 174, 987, 194]
dateline: Washington, April 1. bbox=[1173, 1475, 1268, 1487]
